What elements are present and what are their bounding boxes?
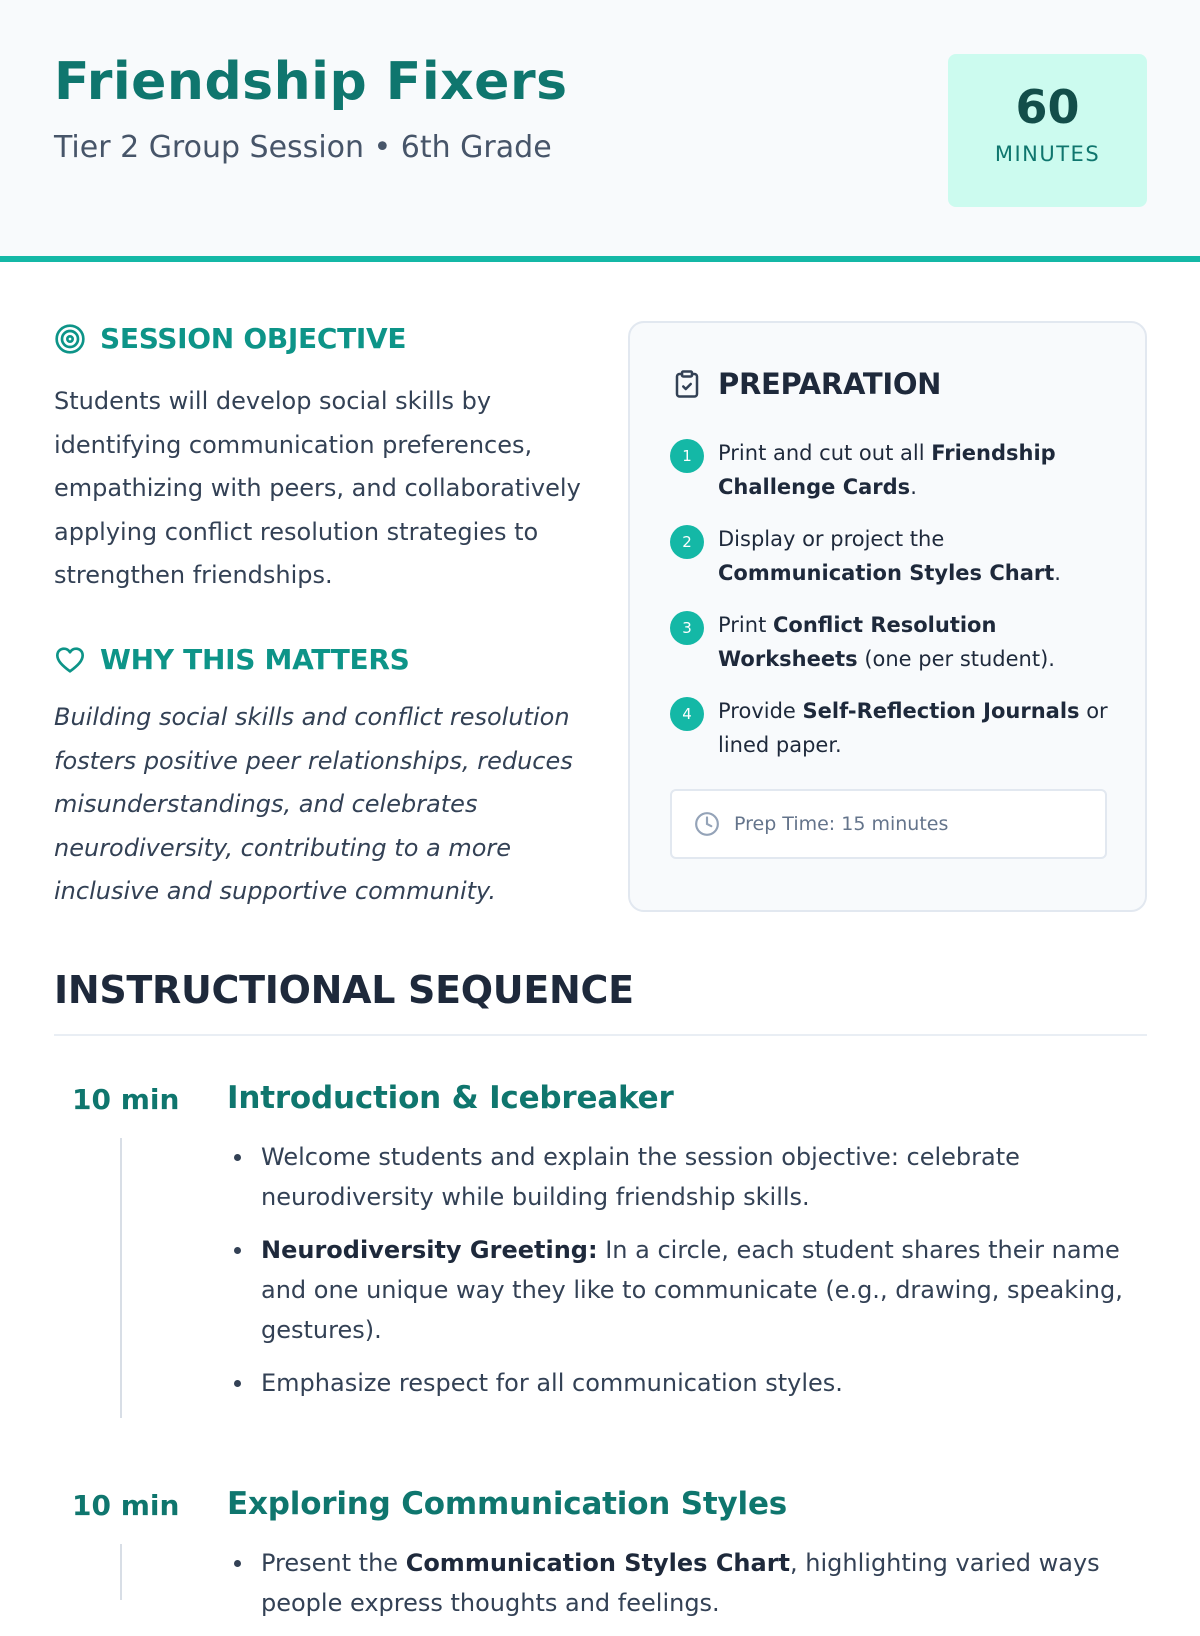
target-icon [54,323,86,355]
step-duration: 10 min [72,1083,180,1116]
objective-heading [54,322,406,355]
step-number-badge: 4 [670,697,704,731]
section-divider [54,1034,1147,1036]
step-duration: 10 min [72,1489,180,1522]
step-number-badge: 1 [670,439,704,473]
list-item: Emphasize respect for all communication styles. [227,1363,1147,1403]
preparation-item [670,437,1110,504]
heart-icon [54,644,86,676]
preparation-item [670,609,1110,676]
step-bullet-list [227,1137,1147,1416]
bullet-dot [234,1560,241,1567]
preparation-list [670,437,1110,781]
why-text: Building social skills and conflict resolution fosters positive peer relationships, reduces misunderstandings, and celebrates neurodiversity, contributing to a more inclusive and supportive community. [54,703,573,905]
objective-text: Students will develop social skills by identifying communication preferences, empathizing with peers, and collaboratively applying conflict resolution strategies to strengthen friendships. [54,387,581,589]
prep-time-label: Prep Time: 15 minutes [734,813,949,835]
duration-badge [948,54,1147,207]
preparation-heading [672,367,941,401]
preparation-item-text: Print and cut out all Friendship Challenge Cards. [718,441,1056,499]
why-heading-label: WHY THIS MATTERS [100,643,410,676]
step-number-badge: 3 [670,611,704,645]
preparation-heading-label: PREPARATION [718,367,942,401]
preparation-item-text: Print Conflict Resolution Worksheets (one per student). [718,613,1055,671]
duration-value: 60 [1015,80,1080,134]
page-header [0,0,1200,262]
list-item: Present the Communication Styles Chart, highlighting varied ways people express thoughts and feelings. [227,1543,1147,1623]
sequence-heading: INSTRUCTIONAL SEQUENCE [54,968,634,1012]
step-title: Introduction & Icebreaker [227,1080,674,1116]
prep-time-box [670,789,1107,859]
clock-icon [694,811,720,837]
preparation-item-text: Display or project the Communication Styles Chart. [718,527,1061,585]
bullet-dot [234,1154,241,1161]
preparation-item-text: Provide Self-Reflection Journals or lined paper. [718,699,1108,757]
timeline-line [120,1544,122,1600]
step-title: Exploring Communication Styles [227,1486,788,1522]
why-heading [54,643,409,676]
step-number-badge: 2 [670,525,704,559]
timeline-line [120,1138,122,1418]
bullet-dot [234,1247,241,1254]
step-bullet-list [227,1543,1147,1636]
list-item: Welcome students and explain the session objective: celebrate neurodiversity while building friendship skills. [227,1137,1147,1217]
clipboard-check-icon [672,369,702,399]
duration-unit: MINUTES [994,142,1101,166]
preparation-item [670,523,1110,590]
page-title: Friendship Fixers [54,52,568,112]
page-subtitle: Tier 2 Group Session • 6th Grade [54,130,552,165]
list-item: Neurodiversity Greeting: In a circle, each student shares their name and one unique way they like to communicate (e.g., drawing, speaking, gestures). [227,1230,1147,1350]
bullet-dot [234,1380,241,1387]
preparation-card [628,321,1147,912]
preparation-item [670,695,1110,762]
objective-heading-label: SESSION OBJECTIVE [100,322,407,355]
